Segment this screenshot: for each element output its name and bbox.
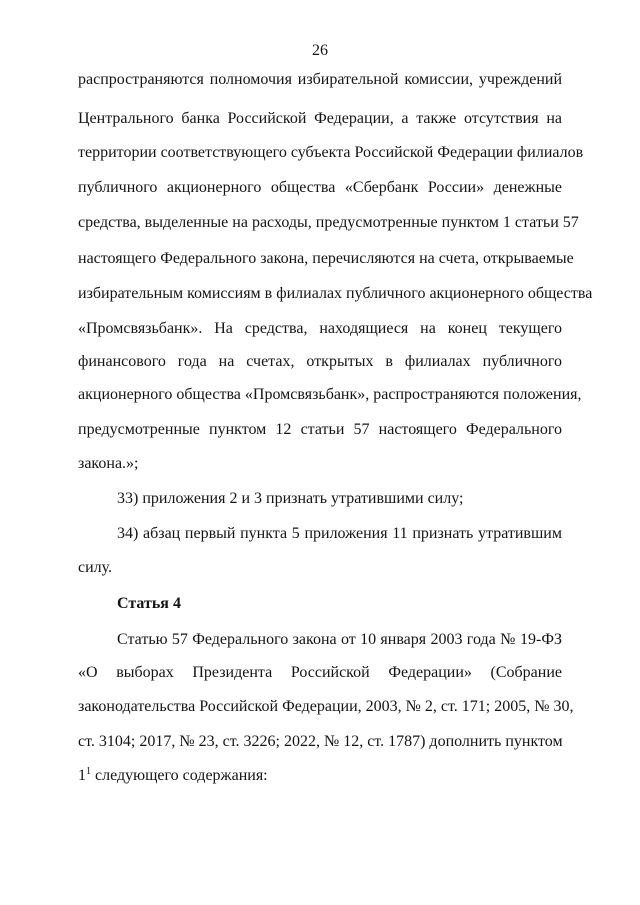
article-text-line: «О выборах Президента Российской Федерации» (Собрание	[78, 664, 562, 681]
point-superscript: 1	[86, 766, 91, 777]
text-line: закона.»;	[78, 455, 139, 472]
point-number: 1	[78, 767, 86, 784]
text-line: предусмотренные пунктом 12 статьи 57 настоящего Федерального	[78, 421, 562, 438]
article-text-line: ст. 3104; 2017, № 23, ст. 3226; 2022, № 12, ст. 1787) дополнить пунктом	[78, 733, 563, 750]
article-heading: Статья 4	[117, 595, 181, 612]
text-line: Центрального банка Российской Федерации, а также отсутствия на	[78, 110, 562, 127]
text-line: территории соответствующего субъекта Российской Федерации филиалов	[78, 144, 584, 161]
text-line: финансового года на счетах, открытых в филиалах публичного	[78, 353, 562, 370]
list-item-34-continuation: силу.	[78, 559, 113, 576]
text-line: настоящего Федерального закона, перечисляются на счета, открываемые	[78, 250, 574, 267]
point-text: следующего содержания:	[91, 767, 268, 784]
list-item-33: 33) приложения 2 и 3 признать утратившими силу;	[117, 490, 464, 507]
article-last-line	[78, 766, 562, 786]
text-line: средства, выделенные на расходы, предусмотренные пунктом 1 статьи 57	[78, 214, 579, 231]
article-text-line: законодательства Российской Федерации, 2003, № 2, ст. 171; 2005, № 30,	[78, 698, 574, 715]
article-text-line: Статью 57 Федерального закона от 10 января 2003 года № 19-ФЗ	[117, 631, 562, 648]
text-line: распространяются полномочия избирательной комиссии, учреждений	[78, 71, 562, 88]
text-line: публичного акционерного общества «Сбербанк России» денежные	[78, 179, 562, 196]
page-number: 26	[312, 42, 328, 59]
text-line: избирательным комиссиям в филиалах публичного акционерного общества	[78, 285, 593, 302]
text-line: акционерного общества «Промсвязьбанк», распространяются положения,	[78, 386, 582, 403]
text-line: «Промсвязьбанк». На средства, находящиеся на конец текущего	[78, 320, 562, 337]
list-item-34: 34) абзац первый пункта 5 приложения 11 признать утратившим	[117, 525, 562, 542]
